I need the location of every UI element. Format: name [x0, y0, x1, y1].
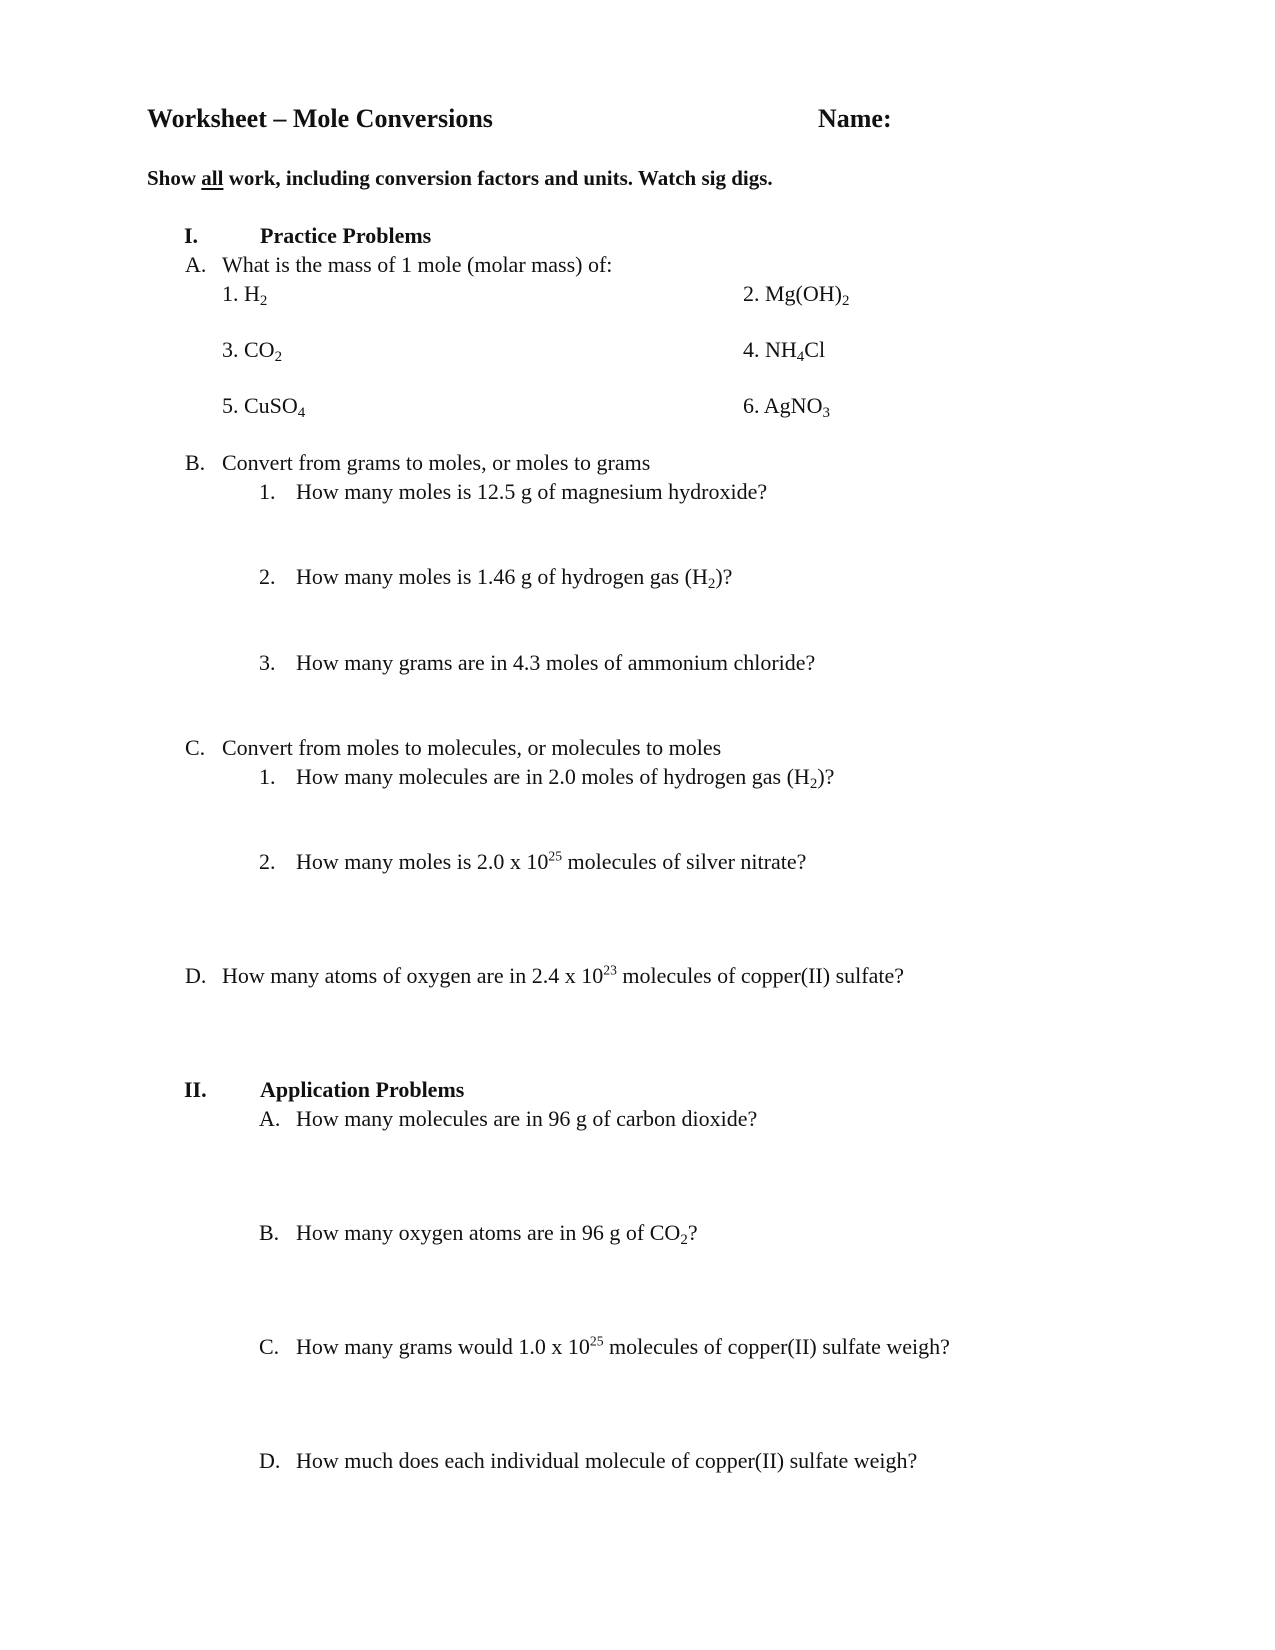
molar-mass-item: 2. $Mg(OH)_2$	[743, 281, 850, 310]
question-text: How many moles is 12.5 g of magnesium hydroxide?	[296, 479, 768, 504]
question-text: How many grams would 1.0 x $10^{25}$ molecules of copper(II) sulfate weigh?	[296, 1333, 950, 1359]
molar-mass-item: 6. AgNO$_3$	[743, 393, 830, 422]
instructions-emphasis: all	[201, 166, 224, 190]
molar-mass-item: 3. $CO_2$	[222, 337, 283, 366]
question-letter: D.	[259, 1448, 281, 1473]
question-text: How many oxygen atoms are in 96 g of $CO_2$?	[296, 1220, 698, 1249]
question-number: 2.	[259, 564, 276, 589]
question-number: 1.	[259, 479, 276, 504]
name-label: Name:	[818, 104, 892, 133]
part-a-letter: A.	[185, 252, 207, 277]
question-letter: C.	[259, 1334, 280, 1359]
question-text: How many moles is 1.46 g of hydrogen gas $(H_2)$?	[296, 564, 733, 593]
question-text: How many molecules are in 96 g of carbon dioxide?	[296, 1106, 758, 1131]
question-number: 1.	[259, 764, 276, 789]
question-text: How much does each individual molecule of copper(II) sulfate weigh?	[296, 1448, 918, 1473]
part-a-prompt: What is the mass of 1 mole (molar mass) of:	[222, 252, 613, 277]
section-1-heading: Practice Problems	[260, 223, 432, 248]
section-2-heading: Application Problems	[260, 1077, 465, 1102]
section-2-numeral: II.	[184, 1077, 207, 1102]
question-text: How many grams are in 4.3 moles of ammonium chloride?	[296, 650, 816, 675]
question-letter: B.	[259, 1220, 280, 1245]
part-d-question: How many atoms of oxygen are in 2.4 x $10^{23}$ molecules of copper(II) sulfate?	[222, 962, 904, 988]
section-1-numeral: I.	[184, 223, 199, 248]
question-number: 2.	[259, 849, 276, 874]
question-letter: A.	[259, 1106, 281, 1131]
instructions: Show all work, including conversion factors and units. Watch sig digs.	[147, 166, 773, 190]
molar-mass-item: 1. $H_2$	[222, 281, 268, 310]
question-text: How many molecules are in 2.0 moles of hydrogen gas $(H_2)$?	[296, 764, 835, 793]
molar-mass-item: 5. CuSO$_4$	[222, 393, 306, 422]
part-d-letter: D.	[185, 963, 207, 988]
molar-mass-item: 4. $NH_4Cl$	[743, 337, 826, 366]
part-c-prompt: Convert from moles to molecules, or molecules to moles	[222, 735, 722, 760]
part-b-letter: B.	[185, 450, 206, 475]
worksheet-title: Worksheet – Mole Conversions	[147, 104, 493, 133]
part-c-letter: C.	[185, 735, 206, 760]
question-number: 3.	[259, 650, 276, 675]
part-b-prompt: Convert from grams to moles, or moles to grams	[222, 450, 651, 475]
question-text: How many moles is 2.0 x $10^{25}$ molecules of silver nitrate?	[296, 848, 807, 874]
